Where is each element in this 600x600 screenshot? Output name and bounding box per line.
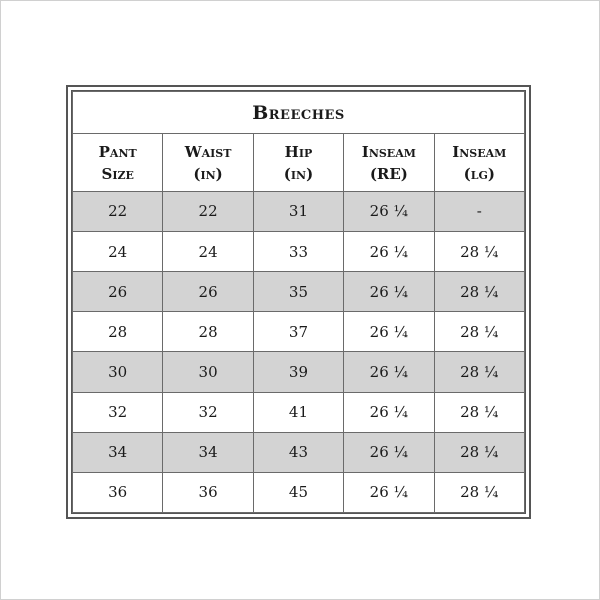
- header-line: Inseam: [452, 142, 507, 161]
- column-header-inseam-lg: [434, 134, 524, 192]
- column-header-hip: [253, 134, 343, 192]
- table-cell: 28 ¼: [434, 272, 524, 312]
- size-chart: [66, 85, 531, 519]
- table-header-row: [73, 134, 525, 192]
- table-cell: 31: [253, 191, 343, 231]
- table-row: [73, 272, 525, 312]
- table-title-row: [73, 92, 525, 134]
- header-line: Waist: [184, 142, 232, 161]
- table-cell: -: [434, 191, 524, 231]
- table-cell: 26 ¼: [344, 472, 434, 512]
- table-body: [73, 191, 525, 512]
- table-cell: 28 ¼: [434, 312, 524, 352]
- column-header-waist: [163, 134, 253, 192]
- header-line: Hip: [284, 142, 313, 161]
- header-line: Pant: [98, 142, 137, 161]
- header-line: (in): [283, 164, 314, 183]
- table-row: [73, 432, 525, 472]
- table-cell: 26 ¼: [344, 231, 434, 271]
- table-cell: 28 ¼: [434, 392, 524, 432]
- table-cell: 32: [73, 392, 163, 432]
- table-cell: 36: [163, 472, 253, 512]
- table-row: [73, 472, 525, 512]
- table-cell: 45: [253, 472, 343, 512]
- table-cell: 37: [253, 312, 343, 352]
- header-line: (RE): [369, 164, 408, 183]
- table-cell: 35: [253, 272, 343, 312]
- header-line: Inseam: [361, 142, 416, 161]
- size-table: [72, 91, 525, 513]
- table-cell: 33: [253, 231, 343, 271]
- table-cell: 26 ¼: [344, 432, 434, 472]
- table-cell: 28 ¼: [434, 231, 524, 271]
- table-cell: 30: [163, 352, 253, 392]
- column-header-pant-size: [73, 134, 163, 192]
- table-cell: 30: [73, 352, 163, 392]
- table-cell: 28: [73, 312, 163, 352]
- table-cell: 34: [163, 432, 253, 472]
- table-title: Breeches: [73, 92, 525, 134]
- table-cell: 28 ¼: [434, 432, 524, 472]
- table-cell: 39: [253, 352, 343, 392]
- table-cell: 26 ¼: [344, 191, 434, 231]
- table-cell: 24: [163, 231, 253, 271]
- table-cell: 24: [73, 231, 163, 271]
- table-cell: 26 ¼: [344, 312, 434, 352]
- size-chart-inner-border: [71, 90, 526, 514]
- table-cell: 32: [163, 392, 253, 432]
- table-row: [73, 312, 525, 352]
- table-row: [73, 392, 525, 432]
- table-cell: 22: [163, 191, 253, 231]
- table-cell: 26: [73, 272, 163, 312]
- table-cell: 28 ¼: [434, 472, 524, 512]
- header-line: (in): [193, 164, 223, 183]
- table-row: [73, 191, 525, 231]
- table-cell: 26 ¼: [344, 392, 434, 432]
- table-row: [73, 231, 525, 271]
- table-cell: 26: [163, 272, 253, 312]
- header-line: (lg): [463, 164, 495, 183]
- table-cell: 36: [73, 472, 163, 512]
- table-cell: 22: [73, 191, 163, 231]
- table-cell: 41: [253, 392, 343, 432]
- table-cell: 34: [73, 432, 163, 472]
- table-cell: 26 ¼: [344, 352, 434, 392]
- column-header-inseam-re: [344, 134, 434, 192]
- table-cell: 28: [163, 312, 253, 352]
- table-row: [73, 352, 525, 392]
- table-cell: 26 ¼: [344, 272, 434, 312]
- table-cell: 43: [253, 432, 343, 472]
- header-line: Size: [101, 164, 134, 183]
- table-cell: 28 ¼: [434, 352, 524, 392]
